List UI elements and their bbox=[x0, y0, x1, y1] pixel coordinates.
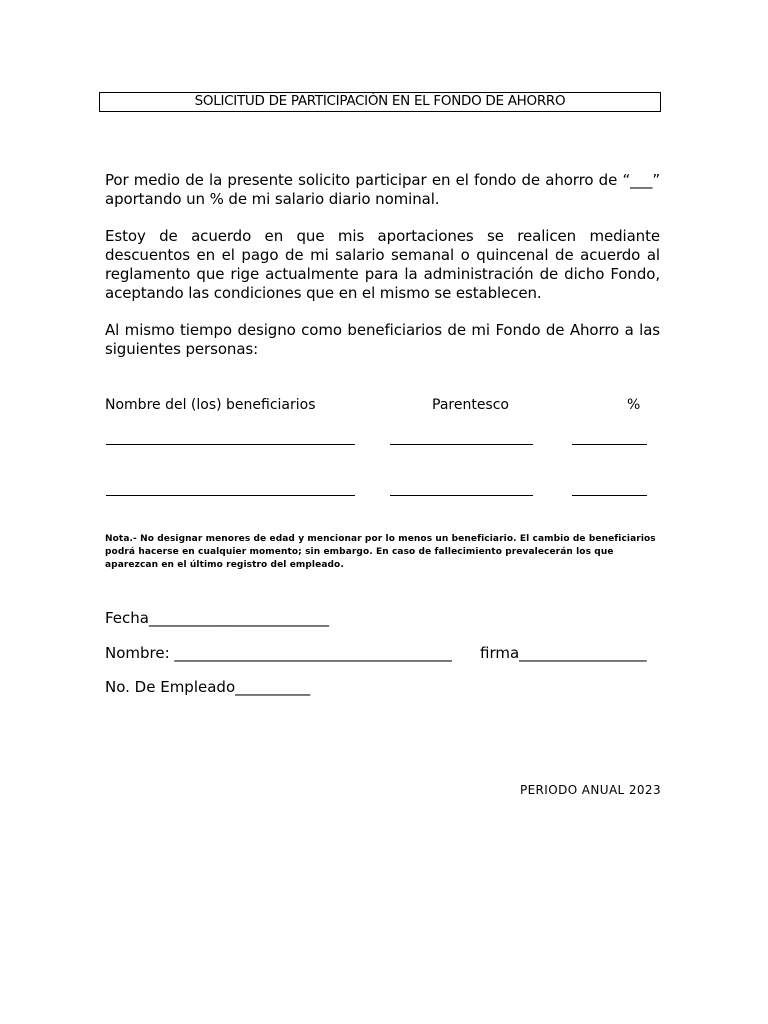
percent-header: % bbox=[627, 397, 641, 413]
beneficiary-name-line bbox=[106, 495, 355, 496]
relationship-line bbox=[390, 444, 533, 445]
percent-line bbox=[572, 495, 647, 496]
intro-paragraph: Por medio de la presente solicito participar en el fondo de ahorro de “___” aportando un % de mi salario diario nominal. bbox=[105, 171, 660, 208]
name-field: Nombre: _____________________________________ bbox=[105, 644, 452, 662]
beneficiaries-paragraph: Al mismo tiempo designo como beneficiarios de mi Fondo de Ahorro a las siguientes personas: bbox=[105, 321, 660, 358]
employee-number-field: No. De Empleado__________ bbox=[105, 678, 311, 696]
percent-line bbox=[572, 444, 647, 445]
note-text: Nota.- No designar menores de edad y mencionar por lo menos un beneficiario. El cambio de beneficiarios podrá hacerse en cualquier momento; sin embargo. En caso de fallecimiento prevalecerán los que aparezcan en el último registro del empleado. bbox=[105, 534, 656, 570]
date-field: Fecha________________________ bbox=[105, 609, 329, 627]
signature-field: firma_________________ bbox=[480, 644, 647, 662]
relationship-line bbox=[390, 495, 533, 496]
agreement-paragraph: Estoy de acuerdo en que mis aportaciones se realicen mediante descuentos en el pago de mi salario semanal o quincenal de acuerdo al reglamento que rige actualmente para la administración de dicho Fondo, aceptando las condiciones que en el mismo se establecen. bbox=[105, 227, 660, 302]
relationship-header: Parentesco bbox=[432, 397, 509, 413]
form-title: SOLICITUD DE PARTICIPACIÓN EN EL FONDO DE AHORRO bbox=[99, 92, 661, 112]
beneficiary-name-header: Nombre del (los) beneficiarios bbox=[105, 397, 316, 413]
beneficiary-name-line bbox=[106, 444, 355, 445]
period-label: PERIODO ANUAL 2023 bbox=[519, 783, 661, 797]
